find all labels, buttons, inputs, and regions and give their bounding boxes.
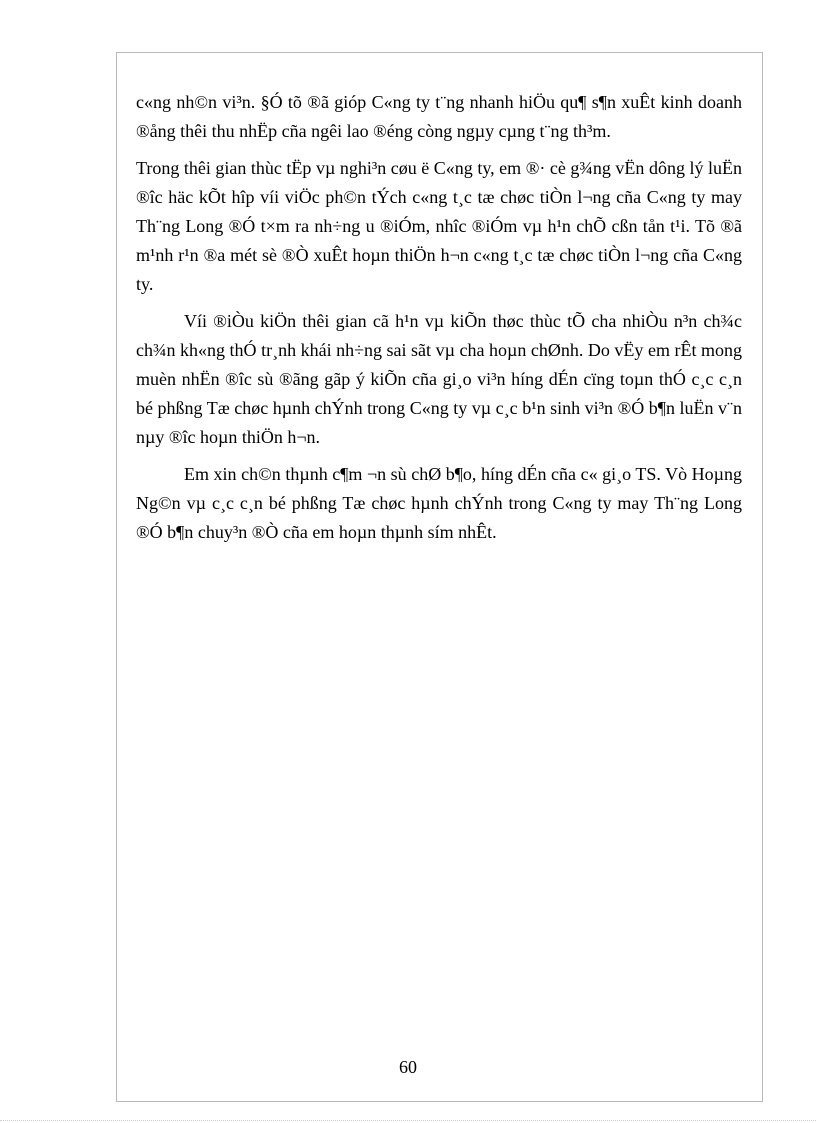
text-line: ch¾c ch¾n kh«ng thÓ tr¸nh khái nh÷ng sai sãt vµ cha hoµn chØnh. Do vËy bbox=[136, 311, 742, 360]
text-line: lý luËn ®îc häc kÕt hîp víi viÖc ph©n tÝch c«ng t¸c tæ chøc tiÒn l¬ng cña bbox=[136, 158, 743, 207]
bottom-rule bbox=[0, 1120, 816, 1121]
paragraph bbox=[136, 88, 742, 146]
paragraph bbox=[136, 154, 742, 299]
text-line: chÕ cßn tån t¹i. Tõ ®ã m¹nh r¹n ®a mét sè ®Ò xuÊt hoµn thiÖn h¬n c«ng t¸c bbox=[136, 216, 743, 265]
text-line: c«ng nh©n vi³n. §Ó tõ ®ã gióp C«ng ty t¨ng nhanh hiÖu qu¶ s¶n xuÊt kinh bbox=[136, 92, 693, 112]
text-line: Th¨ng Long ®Ó b¶n chuy³n ®Ò cña em hoµn thµnh sím nhÊt. bbox=[136, 493, 743, 542]
text-line: doanh ®ång thêi thu nhËp cña ngêi lao ®éng còng ngµy cµng t¨ng th³m. bbox=[136, 92, 742, 141]
text-line: Em xin ch©n thµnh c¶m ¬n sù chØ b¶o, híng dÉn cña c« gi¸o TS. Vò bbox=[184, 464, 688, 484]
text-line: Hoµng Ng©n vµ c¸c c¸n bé phßng Tæ chøc hµnh chÝnh trong C«ng ty may bbox=[136, 464, 743, 513]
body-text bbox=[136, 88, 742, 555]
text-line: Víi ®iÒu kiÖn thêi gian cã h¹n vµ kiÕn thøc thùc tÕ cha nhiÒu n³n bbox=[184, 311, 698, 331]
paragraph bbox=[136, 307, 742, 452]
text-line: tæ chøc tiÒn l¬ng cña C«ng ty. bbox=[136, 245, 743, 294]
text-line: cïng toµn thÓ c¸c c¸n bé phßng Tæ chøc hµnh chÝnh trong C«ng ty vµ c¸c bbox=[136, 369, 742, 418]
text-line: C«ng ty may Th¨ng Long ®Ó t×m ra nh÷ng u ®iÓm, nhîc ®iÓm vµ h¹n bbox=[136, 187, 742, 236]
text-line: Trong thêi gian thùc tËp vµ nghi³n cøu ë C«ng ty, em ®· cè g¾ng vËn dông bbox=[136, 158, 685, 178]
text-line: em rÊt mong muèn nhËn ®îc sù ®ãng gãp ý kiÕn cña gi¸o vi³n híng dÉn bbox=[136, 340, 742, 389]
paragraph bbox=[136, 460, 742, 547]
page-number: 60 bbox=[399, 1057, 417, 1077]
text-line: b¹n sinh vi³n ®Ó b¶n luËn v¨n nµy ®îc hoµn thiÖn h¬n. bbox=[136, 398, 742, 447]
